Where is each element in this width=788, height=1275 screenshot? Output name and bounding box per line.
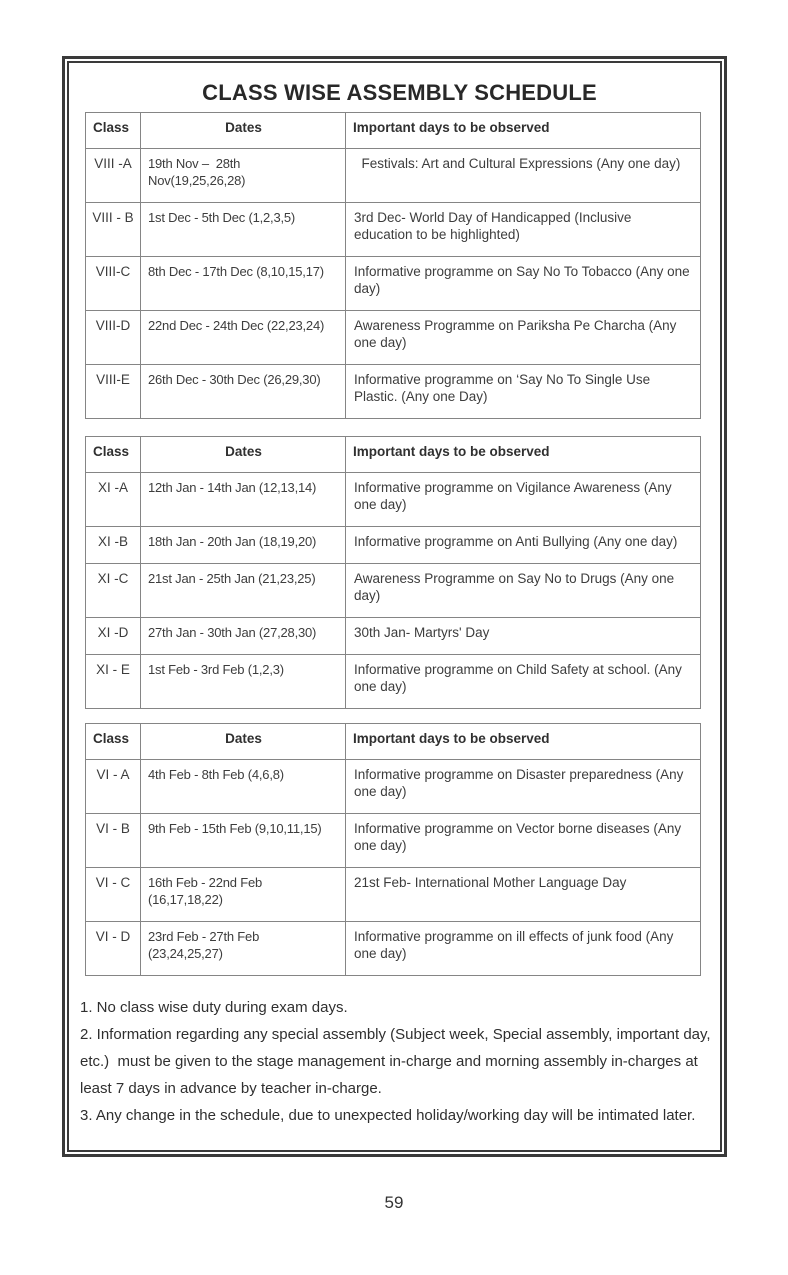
column-header-class: Class <box>86 437 141 473</box>
header-row <box>86 724 701 760</box>
schedule-table-class-viii <box>85 112 701 419</box>
schedule-table-class-vi <box>85 723 701 976</box>
page-title: CLASS WISE ASSEMBLY SCHEDULE <box>202 80 597 105</box>
class-cell: VIII-C <box>86 257 141 311</box>
table-row <box>86 868 701 922</box>
schedule-table-class-xi <box>85 436 701 709</box>
page-number: 59 <box>384 1193 404 1212</box>
table-row <box>86 257 701 311</box>
column-header-class: Class <box>86 724 141 760</box>
class-cell: VI - C <box>86 868 141 922</box>
dates-cell: 23rd Feb - 27th Feb (23,24,25,27) <box>141 922 346 976</box>
class-cell: XI -C <box>86 564 141 618</box>
class-cell: XI -D <box>86 618 141 655</box>
dates-cell: 19th Nov – 28th Nov(19,25,26,28) <box>141 149 346 203</box>
table-row <box>86 149 701 203</box>
page-border-frame <box>62 56 727 1157</box>
dates-cell: 1st Dec - 5th Dec (1,2,3,5) <box>141 203 346 257</box>
table-row <box>86 814 701 868</box>
note-item-2: 2. Information regarding any special assembly (Subject week, Special assembly, important day, etc.) must be given to the stage management in-charge and morning assembly in-charges at least 7 days in advance by teacher in-charge. <box>80 1026 715 1097</box>
page-border-frame-inner <box>67 61 722 1152</box>
column-header-dates: Dates <box>141 724 346 760</box>
class-cell: XI -B <box>86 527 141 564</box>
class-cell: VI - A <box>86 760 141 814</box>
dates-cell: 1st Feb - 3rd Feb (1,2,3) <box>141 655 346 709</box>
class-cell: VI - B <box>86 814 141 868</box>
dates-cell: 21st Jan - 25th Jan (21,23,25) <box>141 564 346 618</box>
class-cell: VIII -A <box>86 149 141 203</box>
class-cell: VIII - B <box>86 203 141 257</box>
observed-cell: Informative programme on Vector borne diseases (Any one day) <box>346 814 701 868</box>
class-cell: VIII-D <box>86 311 141 365</box>
observed-cell: Informative programme on Vigilance Awareness (Any one day) <box>346 473 701 527</box>
table-row <box>86 922 701 976</box>
table-row <box>86 473 701 527</box>
table-row <box>86 311 701 365</box>
header-row <box>86 437 701 473</box>
table-row <box>86 618 701 655</box>
dates-cell: 18th Jan - 20th Jan (18,19,20) <box>141 527 346 564</box>
observed-cell: Festivals: Art and Cultural Expressions (Any one day) <box>346 149 701 203</box>
header-row <box>86 113 701 149</box>
note-item-3: 3. Any change in the schedule, due to unexpected holiday/working day will be intimated later. <box>80 1107 696 1124</box>
dates-cell: 9th Feb - 15th Feb (9,10,11,15) <box>141 814 346 868</box>
class-cell: VI - D <box>86 922 141 976</box>
table-row <box>86 527 701 564</box>
dates-cell: 8th Dec - 17th Dec (8,10,15,17) <box>141 257 346 311</box>
dates-cell: 4th Feb - 8th Feb (4,6,8) <box>141 760 346 814</box>
table-row <box>86 564 701 618</box>
observed-cell: Informative programme on ill effects of junk food (Any one day) <box>346 922 701 976</box>
observed-cell: Informative programme on ‘Say No To Single Use Plastic. (Any one Day) <box>346 365 701 419</box>
column-header-observed: Important days to be observed <box>346 437 701 473</box>
table-row <box>86 760 701 814</box>
column-header-dates: Dates <box>141 437 346 473</box>
dates-cell: 16th Feb - 22nd Feb (16,17,18,22) <box>141 868 346 922</box>
observed-cell: 30th Jan- Martyrs' Day <box>346 618 701 655</box>
note-item-1: 1. No class wise duty during exam days. <box>80 999 348 1016</box>
column-header-class: Class <box>86 113 141 149</box>
table-row <box>86 203 701 257</box>
dates-cell: 22nd Dec - 24th Dec (22,23,24) <box>141 311 346 365</box>
observed-cell: Informative programme on Say No To Tobacco (Any one day) <box>346 257 701 311</box>
observed-cell: Awareness Programme on Say No to Drugs (Any one day) <box>346 564 701 618</box>
dates-cell: 26th Dec - 30th Dec (26,29,30) <box>141 365 346 419</box>
observed-cell: Awareness Programme on Pariksha Pe Charcha (Any one day) <box>346 311 701 365</box>
observed-cell: Informative programme on Disaster preparedness (Any one day) <box>346 760 701 814</box>
column-header-dates: Dates <box>141 113 346 149</box>
observed-cell: Informative programme on Child Safety at school. (Any one day) <box>346 655 701 709</box>
observed-cell: 21st Feb- International Mother Language Day <box>346 868 701 922</box>
class-cell: VIII-E <box>86 365 141 419</box>
class-cell: XI - E <box>86 655 141 709</box>
table-row <box>86 365 701 419</box>
notes-section <box>80 994 722 1129</box>
class-cell: XI -A <box>86 473 141 527</box>
dates-cell: 12th Jan - 14th Jan (12,13,14) <box>141 473 346 527</box>
column-header-observed: Important days to be observed <box>346 113 701 149</box>
table-row <box>86 655 701 709</box>
observed-cell: 3rd Dec- World Day of Handicapped (Inclusive education to be highlighted) <box>346 203 701 257</box>
observed-cell: Informative programme on Anti Bullying (Any one day) <box>346 527 701 564</box>
dates-cell: 27th Jan - 30th Jan (27,28,30) <box>141 618 346 655</box>
column-header-observed: Important days to be observed <box>346 724 701 760</box>
